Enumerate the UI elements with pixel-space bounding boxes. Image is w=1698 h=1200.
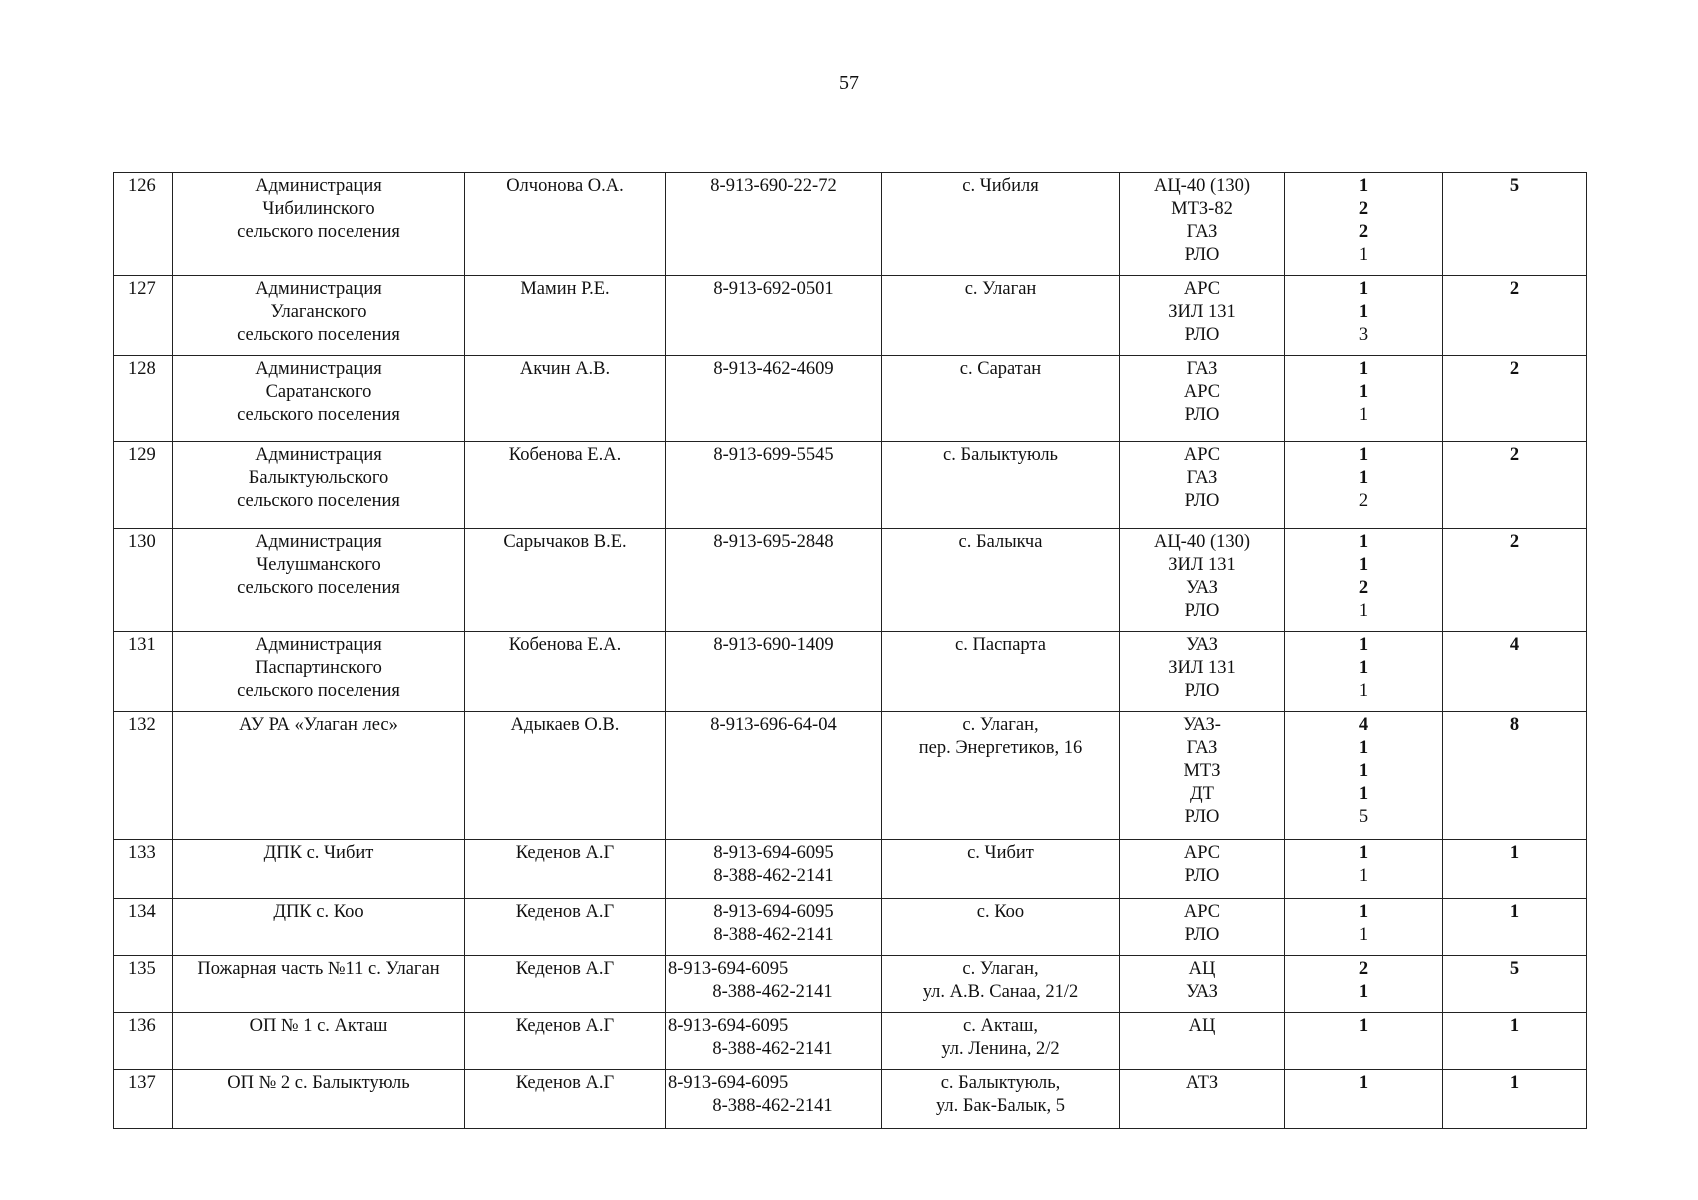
location-line: ул. Ленина, 2/2 (941, 1039, 1060, 1059)
equipment-cell (1120, 956, 1285, 1013)
equipment-item: АРС (1183, 902, 1221, 922)
phone-cell (666, 956, 882, 1013)
equipment-count: 2 (1358, 491, 1369, 511)
phone-cell (666, 1070, 882, 1129)
count-cell (1285, 632, 1443, 712)
organization-cell (173, 529, 465, 632)
organization-line: ОП № 2 с. Балыктуюль (227, 1073, 410, 1093)
equipment-item: ЗИЛ 131 (1168, 302, 1236, 322)
phone-number: 8-913-699-5545 (713, 445, 834, 465)
responsible-person: Акчин А.В. (465, 356, 666, 442)
equipment-item: АТЗ (1185, 1073, 1219, 1093)
location-cell (882, 529, 1120, 632)
equipment-table (113, 172, 1587, 1129)
equipment-cell (1120, 840, 1285, 899)
equipment-cell (1120, 276, 1285, 356)
equipment-count: 1 (1358, 555, 1369, 575)
location-line: с. Балыктуюль (943, 445, 1058, 465)
equipment-item: ЗИЛ 131 (1168, 555, 1236, 575)
equipment-count: 1 (1358, 1016, 1369, 1036)
organization-line: Паспартинского (255, 658, 382, 678)
responsible-person: Кеденов А.Г (465, 1013, 666, 1070)
equipment-count: 1 (1358, 302, 1369, 322)
equipment-item: РЛО (1184, 925, 1220, 945)
responsible-person: Кеденов А.Г (465, 840, 666, 899)
personnel-total: 8 (1443, 712, 1587, 840)
equipment-item: МТЗ (1183, 761, 1221, 781)
equipment-count: 1 (1358, 681, 1369, 701)
equipment-item: ГАЗ (1186, 468, 1218, 488)
equipment-count: 1 (1358, 738, 1369, 758)
responsible-person: Олчонова О.А. (465, 173, 666, 276)
equipment-count: 1 (1358, 445, 1369, 465)
equipment-count: 1 (1358, 468, 1369, 488)
phone-cell (666, 899, 882, 956)
table-row (114, 956, 1587, 1013)
equipment-count: 2 (1358, 222, 1369, 242)
organization-cell (173, 1070, 465, 1129)
phone-cell (666, 529, 882, 632)
location-line: с. Улаган, (962, 715, 1039, 735)
organization-line: Администрация (255, 445, 382, 465)
equipment-count: 1 (1358, 843, 1369, 863)
equipment-cell (1120, 899, 1285, 956)
location-line: пер. Энергетиков, 16 (918, 738, 1083, 758)
count-cell (1285, 840, 1443, 899)
equipment-item: РЛО (1184, 807, 1220, 827)
equipment-item: АРС (1183, 445, 1221, 465)
organization-cell (173, 442, 465, 529)
phone-number: 8-388-462-2141 (712, 1039, 833, 1059)
organization-line: Чибилинского (262, 199, 375, 219)
location-cell (882, 899, 1120, 956)
equipment-item: РЛО (1184, 491, 1220, 511)
organization-line: Пожарная часть №11 с. Улаган (197, 959, 440, 979)
location-line: ул. А.В. Санаа, 21/2 (922, 982, 1079, 1002)
equipment-count: 1 (1358, 784, 1369, 804)
equipment-item: РЛО (1184, 405, 1220, 425)
location-cell (882, 712, 1120, 840)
equipment-count: 1 (1358, 658, 1369, 678)
equipment-item: УАЗ (1186, 635, 1218, 655)
personnel-total: 1 (1443, 840, 1587, 899)
count-cell (1285, 1070, 1443, 1129)
count-cell (1285, 956, 1443, 1013)
count-cell (1285, 356, 1443, 442)
location-cell (882, 356, 1120, 442)
equipment-cell (1120, 173, 1285, 276)
location-cell (882, 1070, 1120, 1129)
organization-line: сельского поселения (237, 681, 400, 701)
organization-line: Администрация (255, 635, 382, 655)
table-row (114, 1013, 1587, 1070)
equipment-count: 2 (1358, 578, 1369, 598)
equipment-count: 1 (1358, 405, 1369, 425)
organization-line: сельского поселения (237, 325, 400, 345)
phone-number: 8-913-690-22-72 (710, 176, 837, 196)
equipment-item: АЦ (1188, 1016, 1216, 1036)
phone-cell (666, 1013, 882, 1070)
table-body (114, 173, 1587, 1129)
personnel-total: 1 (1443, 1013, 1587, 1070)
equipment-count: 1 (1358, 866, 1369, 886)
location-line: с. Чибиля (962, 176, 1039, 196)
equipment-cell (1120, 356, 1285, 442)
organization-cell (173, 173, 465, 276)
personnel-total: 2 (1443, 442, 1587, 529)
equipment-count: 5 (1358, 807, 1369, 827)
equipment-item: РЛО (1184, 866, 1220, 886)
organization-line: сельского поселения (237, 405, 400, 425)
equipment-count: 1 (1358, 382, 1369, 402)
organization-cell (173, 712, 465, 840)
location-line: с. Акташ, (963, 1016, 1038, 1036)
phone-cell (666, 840, 882, 899)
equipment-item: РЛО (1184, 601, 1220, 621)
location-line: с. Балыкча (958, 532, 1043, 552)
responsible-person: Сарычаков В.Е. (465, 529, 666, 632)
row-number: 131 (114, 632, 173, 712)
table-row (114, 442, 1587, 529)
organization-line: Челушманского (256, 555, 381, 575)
location-cell (882, 956, 1120, 1013)
phone-number: 8-388-462-2141 (712, 1096, 833, 1116)
row-number: 129 (114, 442, 173, 529)
equipment-cell (1120, 1070, 1285, 1129)
table-row (114, 632, 1587, 712)
organization-line: Балыктуюльского (248, 468, 389, 488)
phone-number: 8-913-694-6095 (668, 959, 789, 979)
phone-number: 8-913-694-6095 (668, 1073, 789, 1093)
equipment-cell (1120, 1013, 1285, 1070)
phone-cell (666, 632, 882, 712)
phone-number: 8-913-696-64-04 (710, 715, 837, 735)
personnel-total: 1 (1443, 899, 1587, 956)
phone-number: 8-913-694-6095 (713, 843, 834, 863)
location-line: с. Паспарта (955, 635, 1046, 655)
count-cell (1285, 899, 1443, 956)
phone-number: 8-388-462-2141 (712, 982, 833, 1002)
responsible-person: Адыкаев О.В. (465, 712, 666, 840)
responsible-person: Кобенова Е.А. (465, 632, 666, 712)
personnel-total: 5 (1443, 173, 1587, 276)
equipment-item: АРС (1183, 843, 1221, 863)
responsible-person: Кобенова Е.А. (465, 442, 666, 529)
equipment-count: 1 (1358, 279, 1369, 299)
row-number: 127 (114, 276, 173, 356)
location-cell (882, 632, 1120, 712)
table-row (114, 840, 1587, 899)
organization-line: Администрация (255, 279, 382, 299)
equipment-cell (1120, 632, 1285, 712)
equipment-item: ЗИЛ 131 (1168, 658, 1236, 678)
phone-number: 8-913-462-4609 (713, 359, 834, 379)
personnel-total: 2 (1443, 276, 1587, 356)
location-line: с. Балыктуюль, (940, 1073, 1061, 1093)
phone-number: 8-913-694-6095 (713, 902, 834, 922)
organization-line: ДПК с. Коо (273, 902, 364, 922)
phone-cell (666, 442, 882, 529)
count-cell (1285, 276, 1443, 356)
count-cell (1285, 442, 1443, 529)
organization-line: сельского поселения (237, 578, 400, 598)
location-cell (882, 1013, 1120, 1070)
table-row (114, 276, 1587, 356)
organization-cell (173, 840, 465, 899)
row-number: 137 (114, 1070, 173, 1129)
row-number: 134 (114, 899, 173, 956)
location-line: с. Саратан (959, 359, 1042, 379)
location-line: ул. Бак-Балык, 5 (935, 1096, 1066, 1116)
row-number: 128 (114, 356, 173, 442)
organization-line: сельского поселения (237, 222, 400, 242)
phone-cell (666, 712, 882, 840)
phone-cell (666, 356, 882, 442)
organization-line: Саратанского (265, 382, 372, 402)
organization-cell (173, 956, 465, 1013)
personnel-total: 2 (1443, 356, 1587, 442)
phone-number: 8-388-462-2141 (713, 866, 834, 886)
row-number: 135 (114, 956, 173, 1013)
phone-cell (666, 173, 882, 276)
organization-line: ОП № 1 с. Акташ (249, 1016, 388, 1036)
table-row (114, 356, 1587, 442)
row-number: 136 (114, 1013, 173, 1070)
table-row (114, 173, 1587, 276)
equipment-count: 1 (1358, 925, 1369, 945)
row-number: 130 (114, 529, 173, 632)
count-cell (1285, 529, 1443, 632)
equipment-item: ГАЗ (1186, 222, 1218, 242)
equipment-item: АРС (1183, 279, 1221, 299)
phone-number: 8-913-694-6095 (668, 1016, 789, 1036)
responsible-person: Кеденов А.Г (465, 1070, 666, 1129)
equipment-item: АРС (1183, 382, 1221, 402)
location-cell (882, 840, 1120, 899)
personnel-total: 1 (1443, 1070, 1587, 1129)
table-row (114, 899, 1587, 956)
equipment-item: УАЗ (1186, 578, 1218, 598)
equipment-count: 1 (1358, 635, 1369, 655)
organization-line: Улаганского (270, 302, 367, 322)
location-cell (882, 276, 1120, 356)
responsible-person: Мамин Р.Е. (465, 276, 666, 356)
phone-number: 8-913-690-1409 (713, 635, 834, 655)
equipment-count: 2 (1358, 199, 1369, 219)
equipment-item: МТЗ-82 (1171, 199, 1233, 219)
equipment-count: 1 (1358, 245, 1369, 265)
equipment-count: 1 (1358, 359, 1369, 379)
personnel-total: 4 (1443, 632, 1587, 712)
equipment-count: 1 (1358, 532, 1369, 552)
responsible-person: Кеденов А.Г (465, 956, 666, 1013)
equipment-item: АЦ (1188, 959, 1216, 979)
equipment-item: АЦ-40 (130) (1153, 532, 1251, 552)
equipment-count: 2 (1358, 959, 1369, 979)
row-number: 132 (114, 712, 173, 840)
equipment-cell (1120, 442, 1285, 529)
equipment-cell (1120, 529, 1285, 632)
count-cell (1285, 173, 1443, 276)
equipment-item: ГАЗ (1186, 359, 1218, 379)
location-line: с. Чибит (967, 843, 1034, 863)
row-number: 133 (114, 840, 173, 899)
equipment-count: 1 (1358, 761, 1369, 781)
equipment-item: РЛО (1184, 681, 1220, 701)
phone-number: 8-388-462-2141 (713, 925, 834, 945)
organization-cell (173, 276, 465, 356)
equipment-count: 1 (1358, 1073, 1369, 1093)
equipment-item: ДТ (1190, 784, 1214, 804)
organization-line: Администрация (255, 359, 382, 379)
responsible-person: Кеденов А.Г (465, 899, 666, 956)
organization-cell (173, 1013, 465, 1070)
organization-line: Администрация (255, 532, 382, 552)
equipment-count: 1 (1358, 982, 1369, 1002)
location-line: с. Коо (976, 902, 1025, 922)
organization-line: Администрация (255, 176, 382, 196)
count-cell (1285, 712, 1443, 840)
equipment-item: АЦ-40 (130) (1153, 176, 1251, 196)
organization-cell (173, 632, 465, 712)
location-cell (882, 173, 1120, 276)
table-row (114, 529, 1587, 632)
phone-cell (666, 276, 882, 356)
table-row (114, 1070, 1587, 1129)
equipment-count: 4 (1358, 715, 1369, 735)
location-line: с. Улаган, (962, 959, 1039, 979)
organization-line: АУ РА «Улаган лес» (239, 715, 398, 735)
equipment-item: РЛО (1184, 325, 1220, 345)
equipment-count: 3 (1358, 325, 1369, 345)
location-line: с. Улаган (964, 279, 1037, 299)
personnel-total: 2 (1443, 529, 1587, 632)
equipment-item: ГАЗ (1186, 738, 1218, 758)
location-cell (882, 442, 1120, 529)
organization-line: ДПК с. Чибит (263, 843, 374, 863)
organization-cell (173, 356, 465, 442)
table-row (114, 712, 1587, 840)
organization-cell (173, 899, 465, 956)
count-cell (1285, 1013, 1443, 1070)
organization-line: сельского поселения (237, 491, 400, 511)
phone-number: 8-913-695-2848 (713, 532, 834, 552)
equipment-count: 1 (1358, 601, 1369, 621)
equipment-count: 1 (1358, 176, 1369, 196)
equipment-count: 1 (1358, 902, 1369, 922)
page-number: 57 (839, 72, 859, 94)
row-number: 126 (114, 173, 173, 276)
equipment-item: УАЗ- (1183, 715, 1221, 735)
equipment-item: РЛО (1184, 245, 1220, 265)
equipment-item: УАЗ (1186, 982, 1218, 1002)
equipment-cell (1120, 712, 1285, 840)
phone-number: 8-913-692-0501 (713, 279, 834, 299)
personnel-total: 5 (1443, 956, 1587, 1013)
